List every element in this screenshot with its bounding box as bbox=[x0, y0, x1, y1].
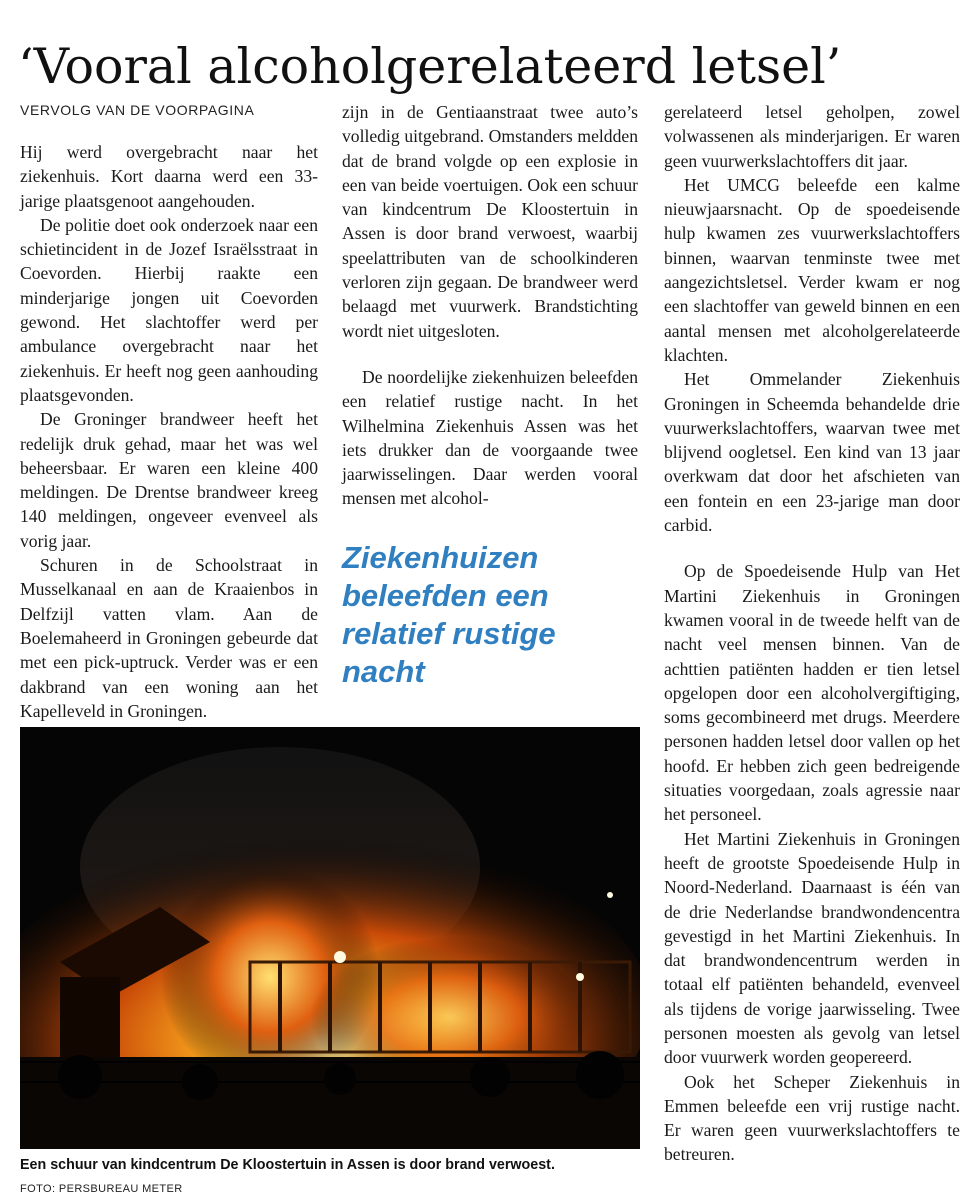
paragraph: Het Martini Ziekenhuis in Groningen heeft de grootste Spoedeisende Hulp in Noord-Nederland. Daarnaast is één van de drie Nederlandse brandwondencentra gevestigd in het Martini Ziekenhuis. In dat brandwondencentrum werden in totaal elf patiënten behandeld, evenveel als tijdens de vorige jaarwisseling. Twee personen moesten als gevolg van letsel door vuurwerk worden geopereerd. bbox=[664, 828, 960, 1068]
article-column-1 bbox=[20, 140, 318, 747]
pull-quote: Ziekenhuizen beleefden een relatief rustige nacht bbox=[342, 540, 556, 689]
paragraph: De Groninger brandweer heeft het redelijk druk gehad, maar het was wel beheersbaar. Er waren een kleine 400 meldingen. De Drentse brandweer kreeg 140 meldingen, ongeveer evenveel als vorig jaar. bbox=[20, 409, 318, 551]
burning-shed-illustration bbox=[20, 727, 640, 1149]
paragraph: De politie doet ook onderzoek naar een schietincident in de Jozef Israëlsstraat in Coevorden. Hierbij raakte een minderjarige jongen uit Coevorden gewond. Het slachtoffer werd per ambulance overgebracht naar het ziekenhuis. Er heeft nog geen aanhouding plaatsgevonden. bbox=[20, 214, 318, 405]
paragraph: Hij werd overgebracht naar het ziekenhuis. Kort daarna werd een 33-jarige plaatsgenoot aangehouden. bbox=[20, 142, 318, 211]
photo-credit: FOTO: PERSBUREAU METER bbox=[20, 1183, 183, 1195]
fire-photo bbox=[20, 727, 640, 1149]
photo-caption: Een schuur van kindcentrum De Kloostertuin in Assen is door brand verwoest. bbox=[20, 1157, 555, 1173]
paragraph: Het Ommelander Ziekenhuis Groningen in Scheemda behandelde drie vuurwerkslachtoffers, waarvan twee met blijvend oogletsel. Een kind van 13 jaar overkwam dat door het afschieten van een fontein en een 23-jarige man door carbid. bbox=[664, 369, 960, 536]
paragraph: Ook het Scheper Ziekenhuis in Emmen beleefde een vrij rustige nacht. Er waren geen vuurwerkslachtoffers te betreuren. bbox=[664, 1071, 960, 1165]
paragraph: Op de Spoedeisende Hulp van Het Martini Ziekenhuis in Groningen kwamen vooral in de tweede helft van de nacht veel mensen binnen. Van de achttien patiënten hadden er tien letsel opgelopen door een alcoholvergiftiging, soms gecombineerd met drugs. Meerdere personen hadden letsel door vallen op het hoofd. Er hebben zich geen bedreigende situaties voorgedaan, zoals agressie naar het personeel. bbox=[664, 561, 960, 825]
paragraph: Het UMCG beleefde een kalme nieuwjaarsnacht. Op de spoedeisende hulp kwamen zes vuurwerkslachtoffers binnen, waarvan tenminste twee met aangezichtsletsel. Verder kwam er nog een slachtoffer van geweld binnen en een aantal mensen met alcoholgerelateerde klachten. bbox=[664, 174, 960, 365]
kicker: VERVOLG VAN DE VOORPAGINA bbox=[20, 102, 255, 118]
paragraph: zijn in de Gentiaanstraat twee auto’s volledig uitgebrand. Omstanders meldden dat de brand volgde op een explosie in een van beide voertuigen. Ook een schuur van kindcentrum De Kloostertuin in Assen is door brand verwoest, waarbij speelattributen van de schoolkinderen verloren zijn gegaan. De brandweer werd belaagd met vuurwerk. Brandstichting wordt niet uitgesloten. bbox=[342, 102, 638, 341]
paragraph: gerelateerd letsel geholpen, zowel volwassenen als minderjarigen. Er waren geen vuurwerkslachtoffers dit jaar. bbox=[664, 102, 960, 171]
paragraph: De noordelijke ziekenhuizen beleefden een relatief rustige nacht. In het Wilhelmina Ziekenhuis Assen was het iets drukker dan de voorgaande twee jaarwisselingen. Daar werden vooral mensen met alcohol- bbox=[342, 366, 638, 509]
paragraph: Schuren in de Schoolstraat in Musselkanaal en aan de Kraaienbos in Delfzijl vatten vlam. Aan de Boelemaheerd in Groningen gebeurde dat met een pick-uptruck. Verder was er een dakbrand van een woning aan het Kapelleveld in Groningen. bbox=[20, 555, 318, 721]
article-column-3 bbox=[664, 100, 960, 1167]
headline: ‘Vooral alcoholgerelateerd letsel’ bbox=[18, 37, 842, 95]
article-column-2 bbox=[342, 100, 638, 511]
